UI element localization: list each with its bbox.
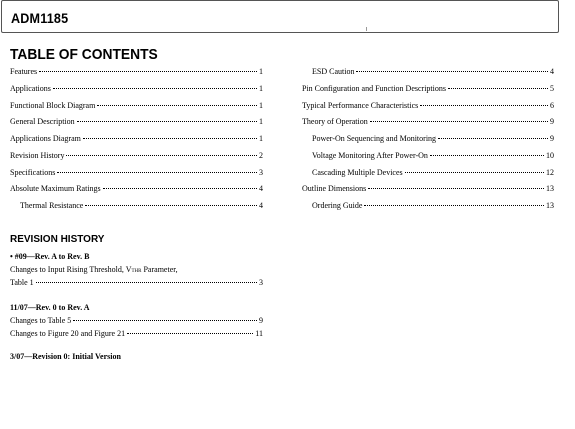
toc-leader: [438, 137, 548, 139]
revision-change-page: 11: [255, 329, 263, 338]
toc-entry[interactable]: [10, 151, 263, 168]
toc-leader: [364, 204, 544, 206]
toc-leader: [36, 281, 257, 283]
revision-date: • #09—Rev. A to Rev. B: [10, 252, 90, 261]
toc-leader: [53, 87, 257, 89]
toc-entry-page: 9: [550, 134, 554, 143]
toc-entry-page: 4: [550, 67, 554, 76]
toc-leader: [420, 104, 548, 106]
toc-entry-label: Power-On Sequencing and Monitoring: [312, 134, 437, 143]
revision-block-rev-b: [10, 250, 263, 289]
toc-leader: [405, 171, 544, 173]
revision-change-entry[interactable]: [10, 314, 263, 327]
toc-subentry[interactable]: [302, 168, 554, 185]
toc-leader: [356, 70, 548, 72]
toc-entry[interactable]: [302, 184, 554, 201]
toc-entry-label: Thermal Resistance: [20, 201, 84, 210]
toc-entry[interactable]: [10, 134, 263, 151]
revision-change-entry[interactable]: [10, 276, 263, 289]
toc-entry-label: Features: [10, 67, 38, 76]
toc-leader: [370, 120, 548, 122]
toc-leader: [368, 187, 544, 189]
toc-entry-label: Theory of Operation: [302, 117, 368, 127]
revision-date: 3/07—Revision 0: Initial Version: [10, 352, 121, 361]
toc-entry-page: 6: [550, 100, 554, 110]
header-divider-mark: [366, 27, 367, 31]
toc-leader: [127, 332, 253, 334]
toc-entry-label: Voltage Monitoring After Power-On: [312, 150, 428, 160]
toc-left-column: [10, 67, 263, 218]
toc-entry-page: 1: [259, 134, 263, 143]
toc-entry-page: 1: [259, 100, 263, 110]
revision-change-label: Changes to Figure 20 and Figure 21: [10, 329, 126, 338]
revision-change-text: Changes to Input Rising Threshold, V: [10, 265, 132, 274]
toc-entry[interactable]: [10, 101, 263, 118]
toc-entry-page: 4: [259, 201, 263, 210]
toc-entry-page: 4: [259, 184, 263, 194]
toc-subentry[interactable]: [302, 67, 554, 84]
toc-leader: [57, 171, 257, 173]
toc-leader: [448, 87, 548, 89]
revision-change-label: Changes to Table 5: [10, 316, 72, 325]
toc-entry-page: 2: [259, 150, 263, 160]
revision-change-label: Table 1: [10, 278, 34, 287]
toc-entry[interactable]: [302, 84, 554, 101]
revision-change-line: [10, 263, 263, 276]
toc-right-column: [302, 67, 554, 218]
toc-entry[interactable]: [302, 101, 554, 118]
toc-leader: [77, 120, 257, 122]
toc-entry-label: Pin Configuration and Function Descriptions: [302, 83, 446, 93]
toc-entry-page: 13: [546, 184, 554, 194]
toc-leader: [85, 204, 257, 206]
toc-subentry[interactable]: [302, 151, 554, 168]
revision-block-rev-a: [10, 301, 263, 340]
toc-subentry[interactable]: [10, 201, 263, 218]
toc-entry-page: 12: [546, 167, 554, 177]
toc-entry-label: Outline Dimensions: [302, 184, 367, 194]
toc-leader: [97, 104, 257, 106]
document-title: ADM1185: [11, 10, 69, 26]
toc-entry[interactable]: [10, 84, 263, 101]
toc-entry-label: Ordering Guide: [312, 201, 363, 210]
header-bar: [1, 0, 559, 33]
toc-leader: [430, 154, 544, 156]
toc-entry-label: General Description: [10, 117, 75, 127]
revision-change-page: 9: [259, 316, 263, 325]
toc-entry[interactable]: [10, 184, 263, 201]
toc-entry-label: Revision History: [10, 150, 65, 160]
toc-entry-page: 5: [550, 83, 554, 93]
revision-change-entry[interactable]: [10, 327, 263, 340]
toc-leader: [66, 154, 257, 156]
toc-entry-label: Functional Block Diagram: [10, 100, 96, 110]
revision-change-page: 3: [259, 278, 263, 287]
toc-entry-label: Applications Diagram: [10, 134, 81, 143]
toc-entry-page: 9: [550, 117, 554, 127]
toc-subentry[interactable]: [302, 201, 554, 218]
toc-entry-page: 1: [259, 117, 263, 127]
revision-history-heading: REVISION HISTORY: [10, 234, 105, 245]
toc-entry-label: Cascading Multiple Devices: [312, 167, 403, 177]
toc-entry-label: ESD Caution: [312, 67, 355, 76]
toc-entry[interactable]: [10, 117, 263, 134]
toc-leader: [73, 319, 257, 321]
revision-change-text-cont: Parameter,: [141, 265, 178, 274]
toc-entry-page: 10: [546, 150, 554, 160]
toc-entry-page: 1: [259, 67, 263, 76]
toc-heading: TABLE OF CONTENTS: [10, 46, 158, 63]
toc-entry-page: 3: [259, 167, 263, 177]
toc-entry-page: 13: [546, 201, 554, 210]
toc-leader: [39, 70, 257, 72]
toc-entry-label: Absolute Maximum Ratings: [10, 184, 101, 194]
toc-entry-label: Applications: [10, 83, 51, 93]
revision-block-rev-0: [10, 350, 263, 363]
toc-subentry[interactable]: [302, 134, 554, 151]
toc-entry-label: Specifications: [10, 167, 56, 177]
toc-entry-page: 1: [259, 83, 263, 93]
toc-entry-label: Typical Performance Characteristics: [302, 100, 419, 110]
toc-leader: [83, 137, 257, 139]
toc-entry[interactable]: [10, 67, 263, 84]
subscript-thr: THR: [131, 269, 142, 274]
toc-leader: [103, 187, 257, 189]
toc-entry[interactable]: [10, 168, 263, 185]
revision-date: 11/07—Rev. 0 to Rev. A: [10, 303, 90, 312]
toc-entry[interactable]: [302, 117, 554, 134]
